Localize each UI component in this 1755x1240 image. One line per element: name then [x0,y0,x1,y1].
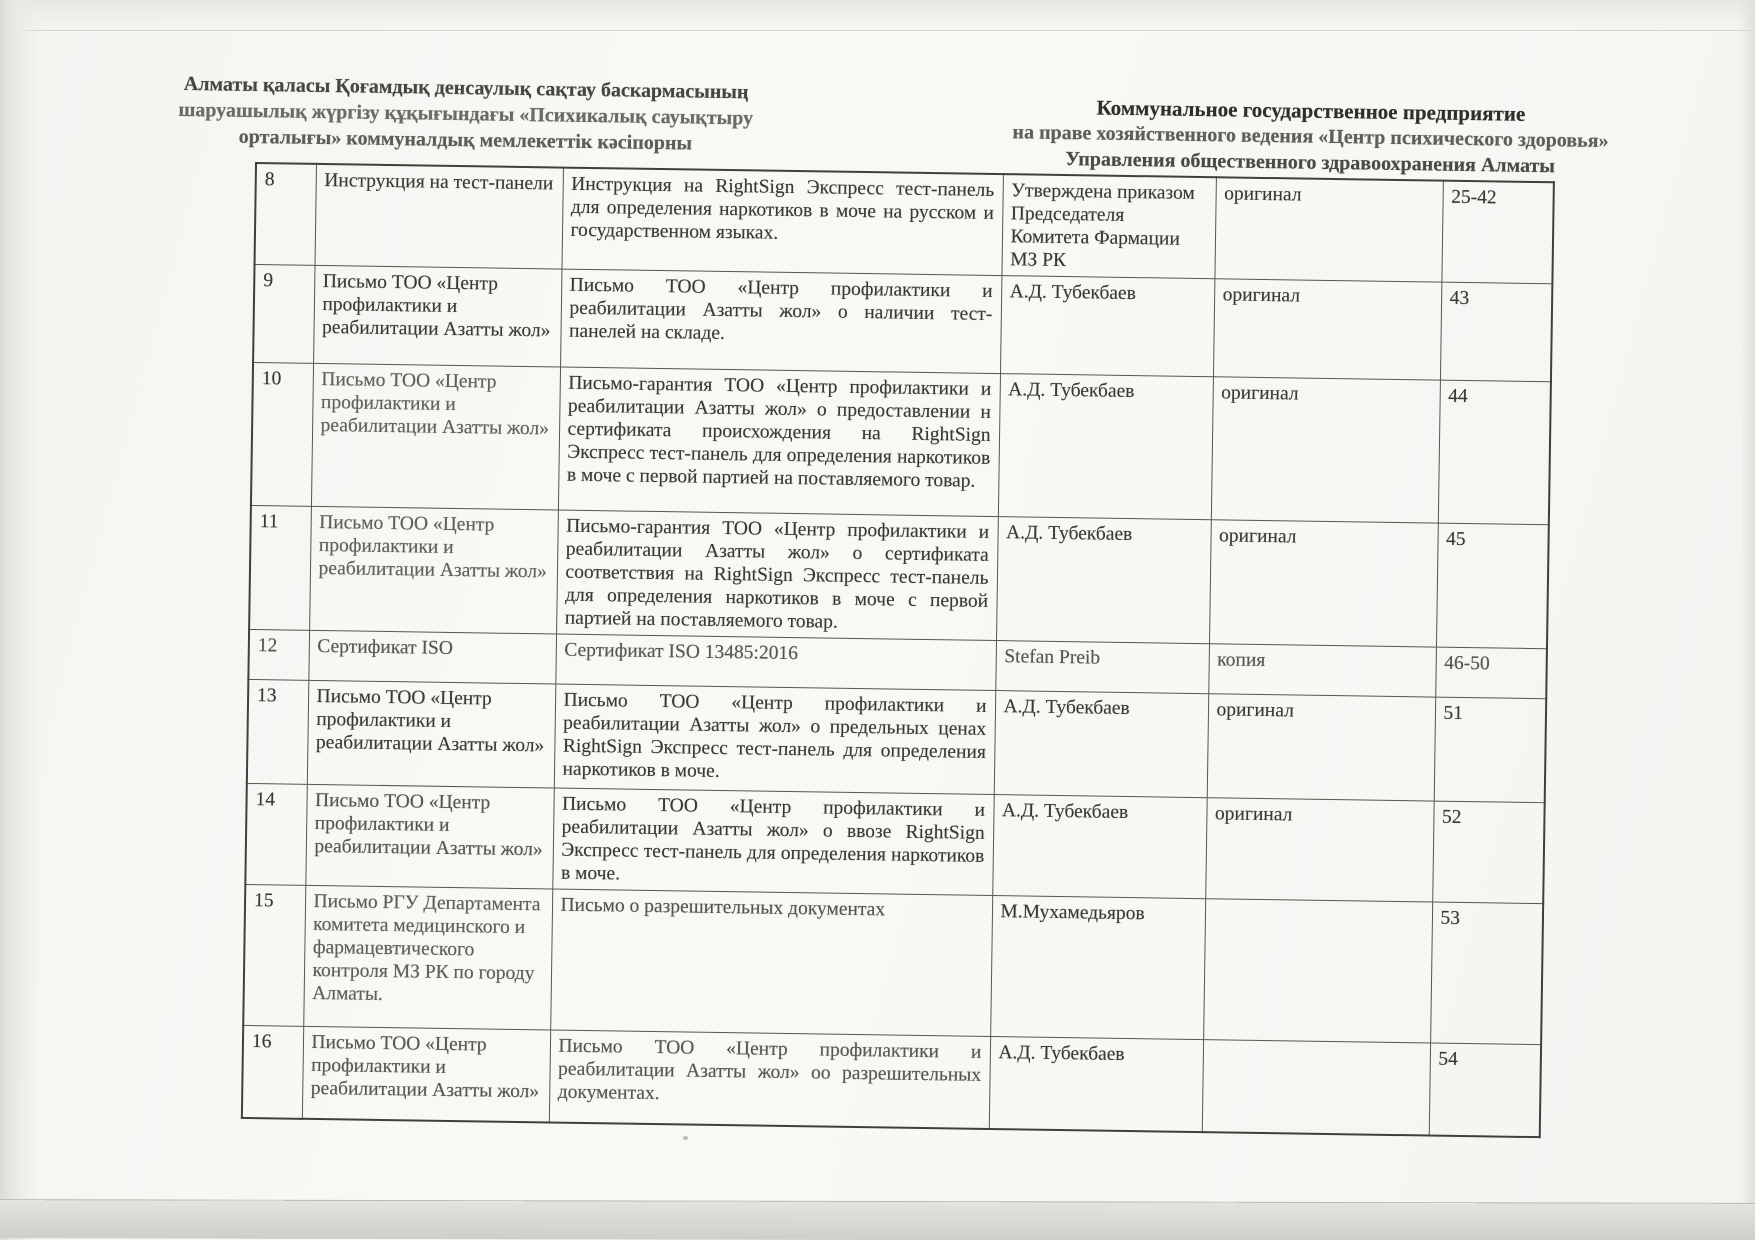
cell-pages: 44 [1438,380,1551,525]
cell-doc-name: Письмо ТОО «Центр профилактики и реабилитации Азатты жол» [302,1026,550,1122]
org-header-russian-line1: Коммунальное государственное предприятие [1096,95,1526,126]
org-header-kazakh-line1: Алматы қаласы Қоғамдық денсаулық сақтау баскармасының [183,72,749,104]
cell-form: оригинал [1207,694,1436,801]
cell-number: 9 [253,265,314,364]
cell-form [1203,899,1432,1043]
cell-form: копия [1208,644,1436,697]
cell-description: Письмо-гарантия ТОО «Центр профилактики и реабилитации Азатты жол» о сертификата соответствия на RightSign Экспресс тест-панель для определения наркотиков в моче с первой партией на поставляемого товар. [556,510,998,641]
cell-author: А.Д. Тубекбаев [994,691,1209,798]
org-header-russian [986,93,1635,181]
cell-pages: 51 [1434,697,1547,803]
scan-speck [683,1136,688,1140]
table-row [249,505,1549,648]
table-row [253,265,1552,382]
cell-author: А.Д. Тубекбаев [992,795,1206,899]
cell-description: Письмо ТОО «Центр профилактики и реабилитации Азатты жол» о предельных ценах RightSign Экспресс тест-панель для определения наркотиков в моче. [554,684,995,795]
paper-edge-bottom [0,1200,1755,1240]
table-row [247,679,1546,802]
cell-doc-name: Письмо ТОО «Центр профилактики и реабилитации Азатты жол» [313,265,561,367]
cell-author: А.Д. Тубекбаев [998,374,1213,520]
org-header-russian-line3: Управления общественного здравоохранения Алматы [1065,148,1556,178]
cell-description: Письмо о разрешительных документах [550,889,992,1037]
cell-number: 8 [255,163,316,265]
cell-doc-name: Письмо РГУ Департамента комитета медицинского и фармацевтического контроля МЗ РК по городу Алматы. [303,885,552,1030]
cell-author: А.Д. Тубекбаев [1000,276,1214,377]
cell-number: 16 [242,1025,303,1118]
cell-doc-name: Письмо ТОО «Центр профилактики и реабилитации Азатты жол» [305,784,553,889]
cell-author: Утверждена приказом Председателя Комитета Фармации МЗ РК [1001,174,1215,279]
cell-description: Письмо ТОО «Центр профилактики и реабилитации Азатты жол» о наличии тест-панелей на складе. [560,269,1001,374]
cell-pages: 46-50 [1435,647,1547,699]
cell-pages: 53 [1430,902,1543,1045]
cell-pages: 45 [1436,523,1549,649]
cell-number: 15 [243,884,305,1026]
cell-form: оригинал [1205,798,1433,902]
cell-description: Письмо ТОО «Центр профилактики и реабилитации Азатты жол» оо разрешительных документах. [549,1030,990,1129]
cell-doc-name: Инструкция на тест-панели [315,164,563,269]
cell-number: 14 [245,783,306,885]
cell-number: 11 [249,505,311,630]
cell-number: 13 [247,679,309,784]
cell-form: оригинал [1209,520,1438,647]
cell-form: оригинал [1213,279,1441,380]
org-header-kazakh-line3: орталығы» коммуналдық мемлекеттік кәсіпорны [238,125,693,155]
cell-description: Сертификат ISO 13485:2016 [555,634,996,691]
cell-pages: 52 [1432,801,1544,904]
cell-form: оригинал [1214,177,1442,282]
org-header-russian-line2: на праве хозяйственного ведения «Центр психического здоровья» [1012,121,1609,153]
cell-doc-name: Сертификат ISO [308,630,556,684]
cell-author: А.Д. Тубекбаев [989,1037,1203,1132]
documents-table [241,162,1555,1138]
cell-doc-name: Письмо ТОО «Центр профилактики и реабилитации Азатты жол» [307,680,556,788]
cell-description: Письмо ТОО «Центр профилактики и реабилитации Азатты жол» о ввозе RightSign Экспресс тест-панель для определения наркотиков в моче. [552,788,993,896]
org-header-kazakh [176,71,755,158]
cell-doc-name: Письмо ТОО «Центр профилактики и реабилитации Азатты жол» [311,363,560,510]
cell-pages: 54 [1429,1043,1541,1137]
cell-author: А.Д. Тубекбаев [996,517,1211,644]
cell-description: Инструкция на RightSign Экспресс тест-панель для определения наркотиков в моче на русском и государственном языках. [561,168,1002,276]
cell-number: 10 [251,362,313,506]
cell-doc-name: Письмо ТОО «Центр профилактики и реабилитации Азатты жол» [309,506,558,634]
cell-description: Письмо-гарантия ТОО «Центр профилактики и реабилитации Азатты жол» о предоставлении н сертификата происхождения на RightSign Экспресс тест-панель для определения наркотиков в моче с первой партией на поставляемого товар. [558,367,1000,517]
table-row [255,163,1554,284]
cell-form: оригинал [1211,377,1440,523]
cell-number: 12 [248,629,309,680]
table-row [245,783,1544,903]
cell-pages: 25-42 [1441,181,1553,284]
cell-author: Stefan Preib [995,641,1209,694]
table-row [243,884,1543,1044]
table-row [251,362,1551,524]
cell-author: М.Мухамедьяров [990,896,1205,1040]
cell-form [1202,1040,1430,1135]
table-row [242,1025,1541,1136]
org-header-kazakh-line2: шаруашылық жүргізу құқығындағы «Психикалық сауықтыру [178,98,754,130]
cell-pages: 43 [1440,282,1552,382]
